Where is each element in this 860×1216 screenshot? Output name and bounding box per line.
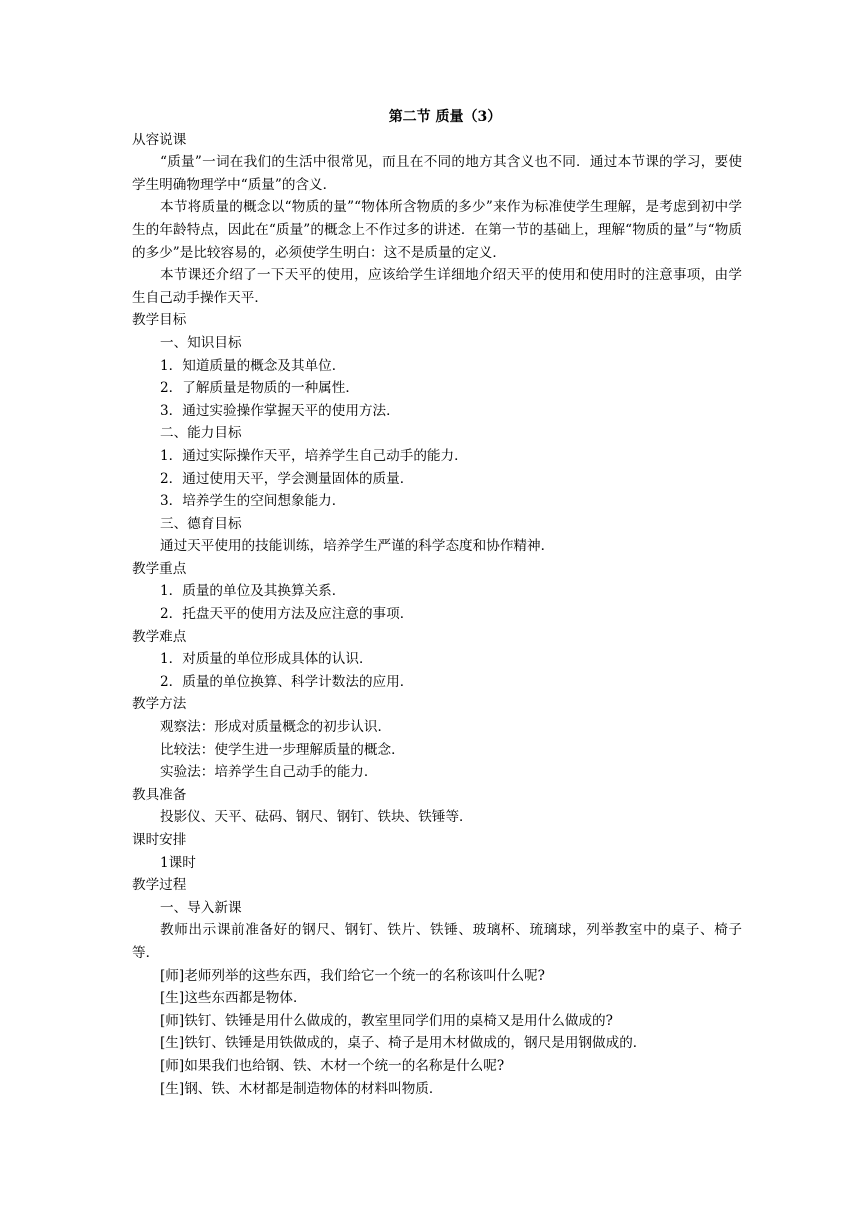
section-heading-tools: 教具准备: [132, 786, 187, 803]
process-intro-paragraph: 教师出示课前准备好的钢尺、钢钉、铁片、铁锤、玻璃杯、琉璃球，列举教室中的桌子、椅子等．: [132, 922, 742, 961]
section-heading-schedule: 课时安排: [132, 832, 187, 848]
section-heading-methods: 教学方法: [132, 696, 187, 713]
list-item: 2．托盘天平的使用方法及应注意的事项．: [160, 606, 414, 623]
subheading-ability: 二、能力目标: [160, 425, 242, 442]
section-heading-goals: 教学目标: [132, 312, 187, 329]
list-item: 3．通过实验操作掌握天平的使用方法．: [160, 402, 400, 419]
page-title: 第二节 质量（3）: [388, 109, 502, 125]
list-item: 1．通过实际操作天平，培养学生自己动手的能力．: [160, 447, 468, 464]
tools-text: 投影仪、天平、砝码、钢尺、钢钉、铁块、铁锤等．: [160, 809, 473, 826]
list-item: 比较法：使学生进一步理解质量的概念．: [160, 741, 405, 758]
subheading-knowledge: 一、知识目标: [160, 334, 242, 351]
document-body: [132, 106, 742, 1100]
section-heading-intro: 从容说课: [132, 131, 187, 148]
subheading-new-lesson: 一、导入新课: [160, 899, 242, 916]
intro-paragraph-3: 本节课还介绍了一下天平的使用，应该给学生详细地介绍天平的使用和使用时的注意事项，由学生自己动手操作天平．: [132, 267, 742, 306]
dialogue-line: [生]这些东西都是物体．: [160, 990, 307, 1007]
dialogue-line: [师]老师列举的这些东西，我们给它一个统一的名称该叫什么呢?: [160, 967, 545, 984]
list-item: 实验法：培养学生自己动手的能力．: [160, 764, 378, 781]
list-item: 2．了解质量是物质的一种属性．: [160, 380, 359, 397]
intro-paragraph-2: 本节将质量的概念以“物质的量”“物体所含物质的多少”来作为标准使学生理解，是考虑到初中学生的年龄特点，因此在“质量”的概念上不作过多的讲述．在第一节的基础上，理解“物质的量”与“物质的多少”是比较容易的，必须使学生明白：这不是质量的定义．: [132, 199, 742, 261]
dialogue-line: [生]钢、铁、木材都是制造物体的材料叫物质．: [160, 1080, 443, 1097]
dialogue-line: [师]铁钉、铁锤是用什么做成的，教室里同学们用的桌椅又是用什么做成的?: [160, 1012, 613, 1029]
section-heading-process: 教学过程: [132, 877, 187, 894]
list-item: 观察法：形成对质量概念的初步认识．: [160, 719, 392, 736]
list-item: 2．质量的单位换算、科学计数法的应用．: [160, 673, 414, 690]
dialogue-line: [生]铁钉、铁锤是用铁做成的，桌子、椅子是用木材做成的，钢尺是用钢做成的．: [160, 1035, 647, 1052]
subheading-moral: 三、德育目标: [160, 515, 242, 532]
intro-paragraph-1: “质量”一词在我们的生活中很常见，而且在不同的地方其含义也不同．通过本节课的学习，要使学生明确物理学中“质量”的含义．: [132, 154, 742, 193]
schedule-text: 1课时: [160, 854, 196, 871]
list-item: 1．知道质量的概念及其单位．: [160, 357, 346, 374]
list-item: 1．对质量的单位形成具体的认识．: [160, 651, 373, 668]
list-item: 1．质量的单位及其换算关系．: [160, 583, 346, 600]
moral-goal-text: 通过天平使用的技能训练，培养学生严谨的科学态度和协作精神．: [160, 538, 555, 555]
dialogue-line: [师]如果我们也给钢、铁、木材一个统一的名称是什么呢?: [160, 1057, 505, 1074]
section-heading-key-points: 教学重点: [132, 560, 187, 577]
list-item: 2．通过使用天平，学会测量固体的质量．: [160, 470, 414, 487]
section-heading-difficulties: 教学难点: [132, 628, 187, 645]
list-item: 3．培养学生的空间想象能力．: [160, 493, 346, 510]
